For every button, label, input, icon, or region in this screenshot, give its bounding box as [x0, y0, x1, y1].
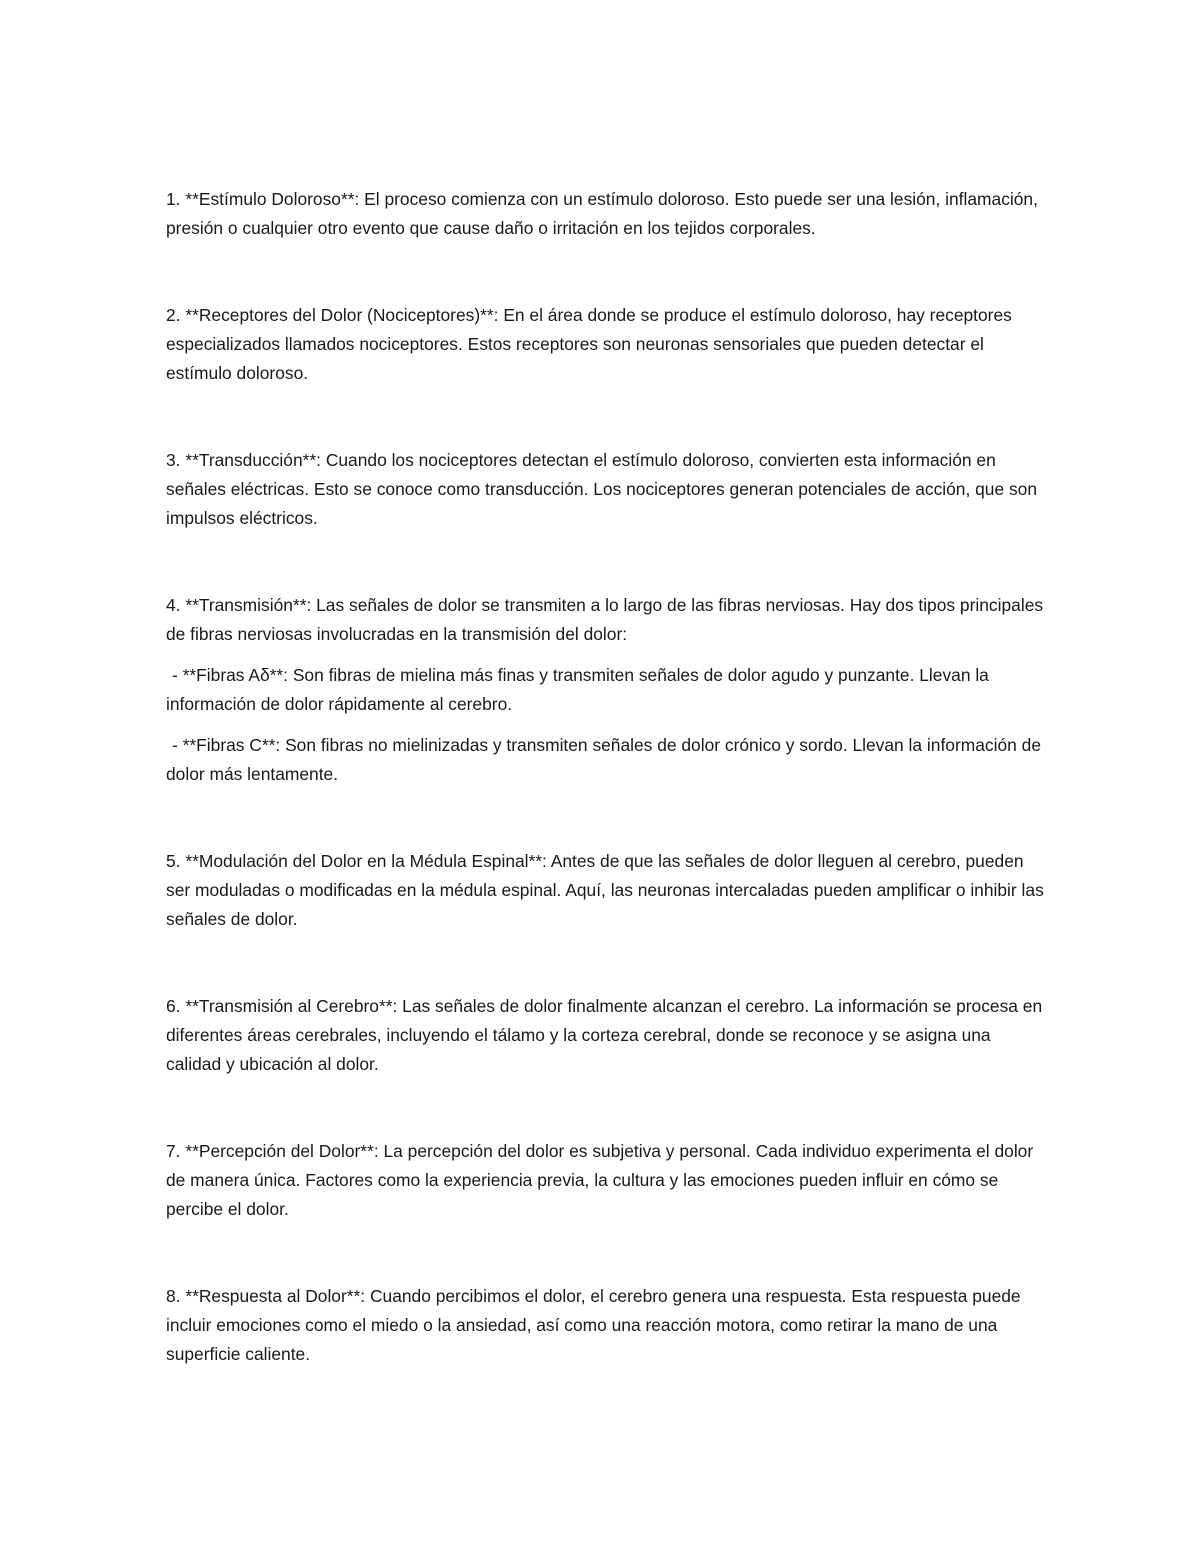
- paragraph-transmision-al-cerebro: 6. **Transmisión al Cerebro**: Las señales de dolor finalmente alcanzan el cerebro. La información se procesa en diferentes áreas cerebrales, incluyendo el tálamo y la corteza cerebral, donde se reconoce y se asigna una calidad y ubicación al dolor.: [166, 996, 1043, 1074]
- paragraph-transduccion: 3. **Transducción**: Cuando los nociceptores detectan el estímulo doloroso, convierten esta información en señales eléctricas. Esto se conoce como transducción. Los nociceptores generan potenciales de acción, que son impulsos eléctricos.: [166, 450, 1038, 528]
- paragraph-estimulo-doloroso: 1. **Estímulo Doloroso**: El proceso comienza con un estímulo doloroso. Esto puede ser una lesión, inflamación, presión o cualquier otro evento que cause daño o irritación en los tejidos corporales.: [166, 189, 1038, 238]
- list-item-fibras-c: - **Fibras C**: Son fibras no mielinizadas y transmiten señales de dolor crónico y sordo. Llevan la información de dolor más lentamente.: [166, 735, 1041, 784]
- paragraph-respuesta: 8. **Respuesta al Dolor**: Cuando percibimos el dolor, el cerebro genera una respuesta. Esta respuesta puede incluir emociones como el miedo o la ansiedad, así como una reacción motora, como retirar la mano de una superficie caliente.: [166, 1286, 1021, 1364]
- paragraph-modulacion: 5. **Modulación del Dolor en la Médula Espinal**: Antes de que las señales de dolor lleguen al cerebro, pueden ser moduladas o modificadas en la médula espinal. Aquí, las neuronas intercaladas pueden amplificar o inhibir las señales de dolor.: [166, 851, 1044, 929]
- paragraph-percepcion: 7. **Percepción del Dolor**: La percepción del dolor es subjetiva y personal. Cada individuo experimenta el dolor de manera única. Factores como la experiencia previa, la cultura y las emociones pueden influir en cómo se percibe el dolor.: [166, 1141, 1034, 1219]
- list-item-fibras-a-delta: - **Fibras Aδ**: Son fibras de mielina más finas y transmiten señales de dolor agudo y punzante. Llevan la información de dolor rápidamente al cerebro.: [166, 665, 989, 714]
- paragraph-transmision: 4. **Transmisión**: Las señales de dolor se transmiten a lo largo de las fibras nerviosas. Hay dos tipos principales de fibras nerviosas involucradas en la transmisión del dolor:: [166, 595, 1044, 644]
- paragraph-receptores-del-dolor: 2. **Receptores del Dolor (Nociceptores)**: En el área donde se produce el estímulo doloroso, hay receptores especializados llamados nociceptores. Estos receptores son neuronas sensoriales que pueden detectar el estímulo doloroso.: [166, 305, 1012, 383]
- document-body: [166, 185, 1046, 1369]
